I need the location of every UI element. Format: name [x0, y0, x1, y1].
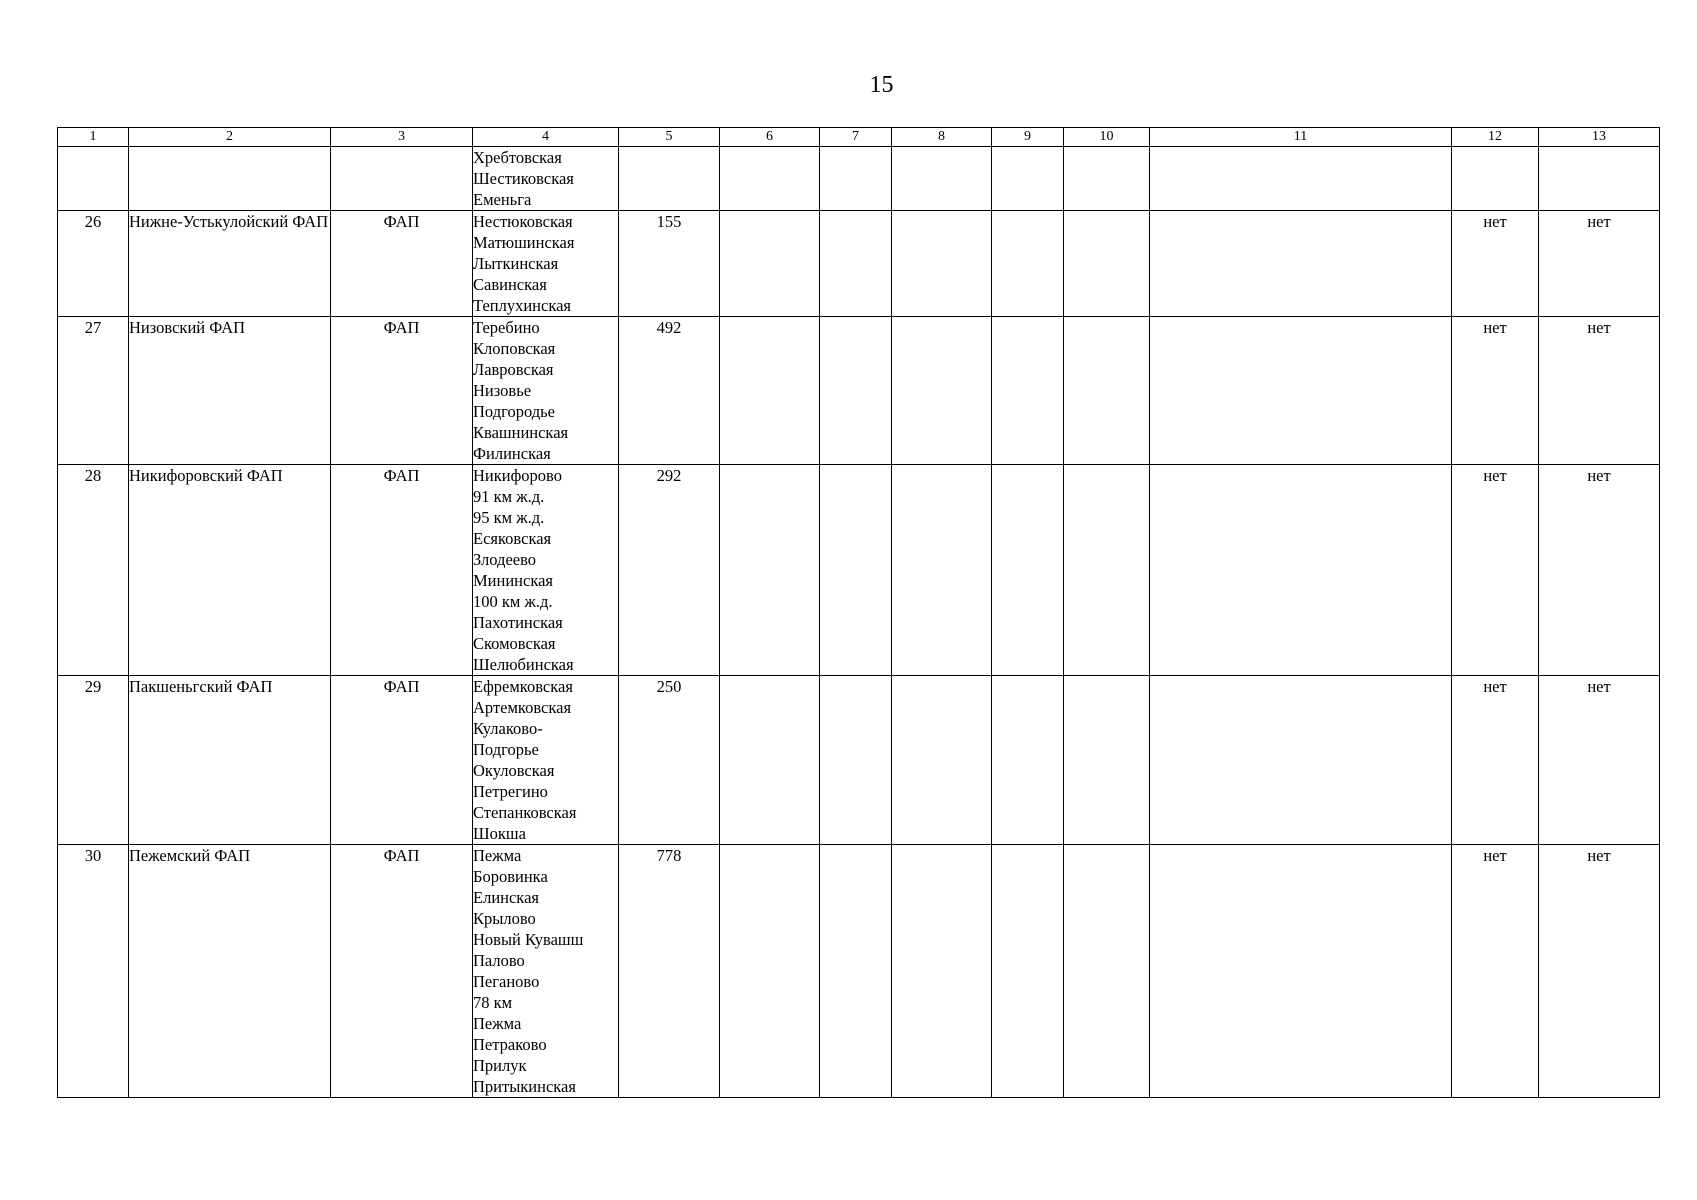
- empty-cell: [1150, 317, 1452, 465]
- settlement-name: Степанковская: [473, 803, 577, 822]
- column-13-cell: нет: [1539, 845, 1660, 1098]
- row-number-cell: 26: [58, 211, 129, 317]
- settlement-name: Прилук: [473, 1056, 527, 1075]
- row-number-cell: 28: [58, 465, 129, 676]
- empty-cell: [1064, 317, 1150, 465]
- table-row: [58, 317, 1660, 465]
- table-row: [58, 211, 1660, 317]
- column-13-cell: нет: [1539, 676, 1660, 845]
- table-row: [58, 465, 1660, 676]
- settlement-name: Теребино: [473, 318, 540, 337]
- population-cell: [619, 147, 720, 211]
- empty-cell: [1150, 676, 1452, 845]
- settlement-name: 100 км ж.д.: [473, 592, 553, 611]
- settlement-name: Квашнинская: [473, 423, 569, 442]
- empty-cell: [1064, 465, 1150, 676]
- column-number-header: 12: [1452, 128, 1539, 147]
- settlement-name: 95 км ж.д.: [473, 508, 545, 527]
- column-number-header: 13: [1539, 128, 1660, 147]
- column-number-header: 8: [892, 128, 992, 147]
- settlement-name: Пеганово: [473, 972, 540, 991]
- settlement-name: Петрегино: [473, 782, 548, 801]
- population-cell: 250: [619, 676, 720, 845]
- empty-cell: [720, 845, 820, 1098]
- empty-cell: [892, 676, 992, 845]
- settlement-name: Подгородье: [473, 402, 555, 421]
- settlement-name: Подгорье: [473, 740, 539, 759]
- facility-name-cell: Пакшеньгский ФАП: [129, 676, 331, 845]
- empty-cell: [1150, 845, 1452, 1098]
- column-number-header: 6: [720, 128, 820, 147]
- table-row: [58, 147, 1660, 211]
- facility-name-cell: Низовский ФАП: [129, 317, 331, 465]
- empty-cell: [892, 147, 992, 211]
- settlement-name: Палово: [473, 951, 525, 970]
- empty-cell: [992, 676, 1064, 845]
- column-12-cell: нет: [1452, 676, 1539, 845]
- settlement-name: Пежма: [473, 1014, 522, 1033]
- empty-cell: [820, 676, 892, 845]
- empty-cell: [1064, 676, 1150, 845]
- empty-cell: [1150, 465, 1452, 676]
- row-number-cell: [58, 147, 129, 211]
- settlements-cell: [473, 845, 619, 1098]
- column-12-cell: нет: [1452, 845, 1539, 1098]
- empty-cell: [820, 465, 892, 676]
- column-number-row: [58, 128, 1660, 147]
- settlement-name: Пежма: [473, 846, 522, 865]
- settlement-name: 91 км ж.д.: [473, 487, 545, 506]
- settlements-cell: [473, 465, 619, 676]
- settlement-name: Мининская: [473, 571, 553, 590]
- facility-type-cell: ФАП: [331, 317, 473, 465]
- table-row: [58, 845, 1660, 1098]
- empty-cell: [820, 211, 892, 317]
- settlement-name: Боровинка: [473, 867, 548, 886]
- settlement-name: Скомовская: [473, 634, 556, 653]
- column-13-cell: нет: [1539, 211, 1660, 317]
- settlement-name: Нестюковская: [473, 212, 573, 231]
- column-13-cell: нет: [1539, 465, 1660, 676]
- settlement-name: Еменьга: [473, 190, 532, 209]
- column-number-header: 2: [129, 128, 331, 147]
- empty-cell: [992, 147, 1064, 211]
- settlement-name: Хребтовская: [473, 148, 562, 167]
- empty-cell: [720, 676, 820, 845]
- facility-type-cell: [331, 147, 473, 211]
- column-12-cell: нет: [1452, 317, 1539, 465]
- facility-type-cell: ФАП: [331, 845, 473, 1098]
- page-number: 15: [869, 72, 894, 98]
- population-cell: 492: [619, 317, 720, 465]
- settlement-name: Новый Кувашш: [473, 930, 584, 949]
- empty-cell: [1150, 147, 1452, 211]
- settlement-name: Елинская: [473, 888, 539, 907]
- facility-type-cell: ФАП: [331, 465, 473, 676]
- settlement-name: Крылово: [473, 909, 536, 928]
- facility-name-cell: Нижне-Устькулойский ФАП: [129, 211, 331, 317]
- empty-cell: [1064, 211, 1150, 317]
- empty-cell: [992, 317, 1064, 465]
- row-number-cell: 29: [58, 676, 129, 845]
- settlement-name: Пахотинская: [473, 613, 563, 632]
- empty-cell: [992, 211, 1064, 317]
- column-13-cell: [1539, 147, 1660, 211]
- column-number-header: 4: [473, 128, 619, 147]
- settlement-name: Окуловская: [473, 761, 555, 780]
- settlements-cell: [473, 211, 619, 317]
- settlement-name: Петраково: [473, 1035, 547, 1054]
- facility-name-cell: Никифоровский ФАП: [129, 465, 331, 676]
- settlement-name: Теплухинская: [473, 296, 572, 315]
- empty-cell: [720, 465, 820, 676]
- population-cell: 292: [619, 465, 720, 676]
- empty-cell: [820, 845, 892, 1098]
- settlements-cell: [473, 676, 619, 845]
- column-number-header: 7: [820, 128, 892, 147]
- column-number-header: 11: [1150, 128, 1452, 147]
- settlement-name: Низовье: [473, 381, 532, 400]
- column-number-header: 3: [331, 128, 473, 147]
- settlement-name: Филинская: [473, 444, 551, 463]
- settlements-cell: [473, 147, 619, 211]
- facilities-table: [57, 127, 1660, 1098]
- empty-cell: [1064, 147, 1150, 211]
- settlement-name: Шестиковская: [473, 169, 574, 188]
- empty-cell: [720, 317, 820, 465]
- settlement-name: Лавровская: [473, 360, 554, 379]
- table-row: [58, 676, 1660, 845]
- settlement-name: Артемковская: [473, 698, 572, 717]
- settlement-name: 78 км: [473, 993, 513, 1012]
- settlement-name: Клоповская: [473, 339, 556, 358]
- column-12-cell: нет: [1452, 465, 1539, 676]
- settlements-cell: [473, 317, 619, 465]
- facility-type-cell: ФАП: [331, 676, 473, 845]
- column-12-cell: [1452, 147, 1539, 211]
- empty-cell: [892, 845, 992, 1098]
- empty-cell: [1064, 845, 1150, 1098]
- population-cell: 155: [619, 211, 720, 317]
- settlement-name: Злодеево: [473, 550, 537, 569]
- empty-cell: [892, 211, 992, 317]
- column-number-header: 5: [619, 128, 720, 147]
- settlement-name: Савинская: [473, 275, 547, 294]
- settlement-name: Есяковская: [473, 529, 552, 548]
- row-number-cell: 27: [58, 317, 129, 465]
- empty-cell: [820, 317, 892, 465]
- empty-cell: [992, 845, 1064, 1098]
- column-number-header: 1: [58, 128, 129, 147]
- settlement-name: Ефремковская: [473, 677, 573, 696]
- empty-cell: [892, 465, 992, 676]
- empty-cell: [720, 147, 820, 211]
- population-cell: 778: [619, 845, 720, 1098]
- empty-cell: [892, 317, 992, 465]
- table-body: [58, 147, 1660, 1098]
- settlement-name: Шокша: [473, 824, 526, 843]
- facility-name-cell: [129, 147, 331, 211]
- settlement-name: Лыткинская: [473, 254, 559, 273]
- column-number-header: 10: [1064, 128, 1150, 147]
- settlement-name: Кулаково-: [473, 719, 543, 738]
- column-12-cell: нет: [1452, 211, 1539, 317]
- settlement-name: Матюшинская: [473, 233, 575, 252]
- empty-cell: [820, 147, 892, 211]
- column-number-header: 9: [992, 128, 1064, 147]
- row-number-cell: 30: [58, 845, 129, 1098]
- column-13-cell: нет: [1539, 317, 1660, 465]
- empty-cell: [992, 465, 1064, 676]
- empty-cell: [720, 211, 820, 317]
- settlement-name: Шелюбинская: [473, 655, 574, 674]
- facility-type-cell: ФАП: [331, 211, 473, 317]
- facility-name-cell: Пежемский ФАП: [129, 845, 331, 1098]
- settlement-name: Никифорово: [473, 466, 562, 485]
- settlement-name: Притыкинская: [473, 1077, 576, 1096]
- empty-cell: [1150, 211, 1452, 317]
